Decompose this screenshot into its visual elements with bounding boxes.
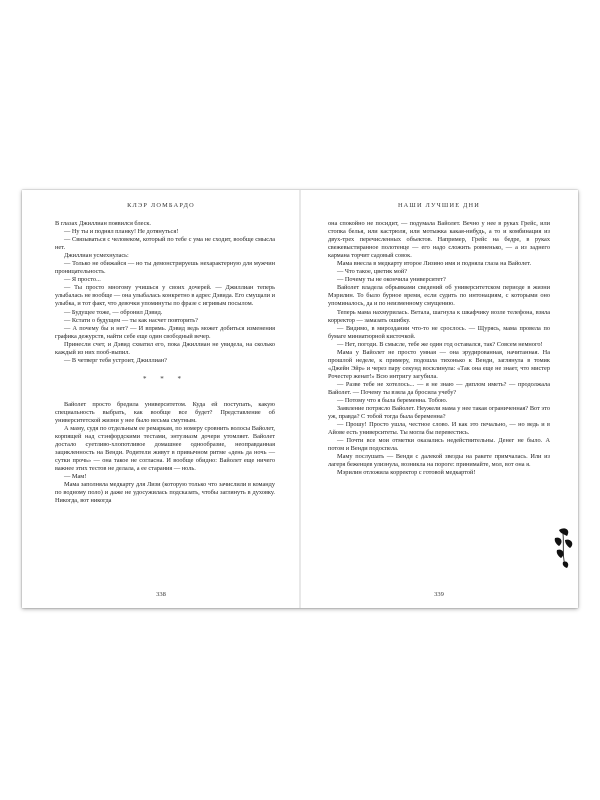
paragraph: — Нет, погоди. В смысле, тебе же один год оставался, так? Совсем немного! — [337, 340, 543, 348]
paragraph: — Мам! — [64, 473, 87, 481]
paragraph: — Разве тебе не хотелось... — я не знаю — диплом иметь? — продолжала Вайолет. — Почему ты взяла да бросила учебу? — [328, 380, 550, 396]
right-running-head: НАШИ ЛУЧШИЕ ДНИ — [397, 202, 481, 209]
left-running-head: КЛЭР ЛОМБАРДО — [127, 202, 195, 209]
paragraph: — Связываться с человеком, который по тебе с ума не сходит, вообще смысла нет. — [55, 236, 275, 252]
right-page-number: 339 — [434, 591, 444, 598]
right-page — [300, 190, 578, 608]
book-spread — [22, 190, 578, 608]
paragraph: Вайолет просто бредила университетом. Куда ей поступать, какую специальность выбрать, как вообще все будет? Представление об университетской жизни у нее было весьма смутным. — [55, 400, 275, 424]
paragraph: — Прошу! Просто ушла, честное слово. И как это печально, — но ведь и в Айове есть университеты. Ты могла бы перевестись. — [328, 421, 550, 437]
left-page-text — [55, 220, 275, 506]
paragraph: она спокойно не посидит, — подумала Вайолет. Вечно у нее в руках Грейс, или стопка белья, или кастрюля, или мотыжка какая-нибудь, а то и комбинация из двух-трех перечисленных объектов. Например, Грейс на бедре, в руках свежевыстиранное полотенце — его надо сложить ровненько, — а из заднего кармана торчит садовый совок. — [328, 220, 550, 260]
paragraph: — Почему ты не окончила университет? — [337, 276, 446, 284]
left-page — [22, 190, 300, 608]
paragraph: Мама у Вайолет не просто умная — она эрудированная, начитанная. На прошлой неделе, к примеру, подошла тихонько к Венди, заглянула в томик «Джейн Эйр» и через пару секунд восклинула: «Так она еще не знает, что мистер Рочестер женат!» Всю интригу загубила. — [328, 348, 550, 380]
paragraph: — А почему бы и нет? — И впрямь. Дэвид ведь может добиться изменения графика дежурств, найти себе еще один свободный вечер. — [55, 324, 275, 340]
paragraph: Принесли счет, и Дэвид схватил его, пока Джиллиан не увидела, на сколько каждый из них пооб-выпил. — [55, 340, 275, 356]
paragraph: — Кстати о будущем — ты как насчет повторить? — [64, 316, 198, 324]
paragraph: Мама внесла в медкарту второе Лизино имя и подняла глаза на Вайолет. — [337, 260, 532, 268]
paragraph: Заявление потрясло Вайолет. Неужели мама у нее такая ограниченная? Вот это уж, правда? С тобой тогда была беременна? — [328, 405, 550, 421]
paragraph: Мама заполняла медкарту для Лизи (которую только что зачислили в команду по водному поло) и даже не удосужилась подсказать, чтобы заглянуть в духовку. Никогда, вот никогда — [55, 481, 275, 505]
paragraph: Мэрилин отложила корректор с готовой медкартой! — [337, 469, 476, 477]
paragraph: Теперь мама нахмурилась. Ветала, шагнула к шкафчику возле телефона, взяла корректор — замазать ошибку. — [328, 308, 550, 324]
paragraph: А маму, судя по отдельным ее ремаркам, по номеру сровнить волосы Вайолет, корпящей над стэнфордскими тестами, энтузиазм дочери утомляет. Вайолет достало суетливо-хлопотливое домашнее однообразие, неоправданная зацикленность на Венди. Родители живут в привычном ритме «день да ночь — сутки прочь» — она такое не согласна. И вообще обидно: Вайолет еще ничего важнее этих тестов не делала, а ее старания — ноль. — [55, 425, 275, 473]
right-page-text — [328, 220, 550, 478]
paragraph: Вайолет владела обрывками сведений об университетском периоде в жизни Мэрилин. То было бурное время, если судить по интонациям, с которыми оно упоминалось, да и по неизменному смущению. — [328, 284, 550, 308]
paragraph: — Я просто... — [64, 276, 101, 284]
floral-ornament-icon — [551, 524, 577, 572]
section-divider: * * * — [143, 374, 187, 383]
paragraph: — Ты просто многому учишься у своих дочерей. — Джиллиан теперь улыбалась не вообще — она улыбалась конкретно в адрес Дэвида. Его смущали и улыбка, и тот факт, что девочки упоминуты по фразе с игривым посылом. — [55, 284, 275, 308]
paragraph: — Только не обижайся — но ты демонстрируешь нехарактерную для мужчин проницательность. — [55, 260, 275, 276]
paragraph: — Что такое, цветик мой? — [337, 268, 408, 276]
paragraph: — В четверг тебя устроит, Джиллиан? — [64, 356, 167, 364]
paragraph: — Ну ты и поднял планку! Не дотянуться! — [64, 228, 179, 236]
paragraph: — Почти все мои отметки оказались недействительны. Денег не было. А потом и Венди подоспела. — [328, 437, 550, 453]
paragraph: Маму послушать — Венди с далекой звезды на ракете примчалась. Или из лагеря беженцев улизнула, возникла на пороге: принимайте, мол, вот она я. — [328, 453, 550, 469]
paragraph: — Будущее тоже, — обронил Дэвид. — [64, 308, 163, 316]
paragraph: Джиллиан усмехнулась: — [64, 252, 129, 260]
paragraph: — Видимо, в мироздании что-то не срослось. — Щурясь, мама провела по бумаге миниатюрной кисточкой. — [328, 324, 550, 340]
paragraph: В глазах Джиллиан появился блеск. — [55, 220, 152, 227]
paragraph: — Потому что я была беременна. Тобою. — [337, 397, 448, 405]
left-page-number: 338 — [156, 591, 166, 598]
